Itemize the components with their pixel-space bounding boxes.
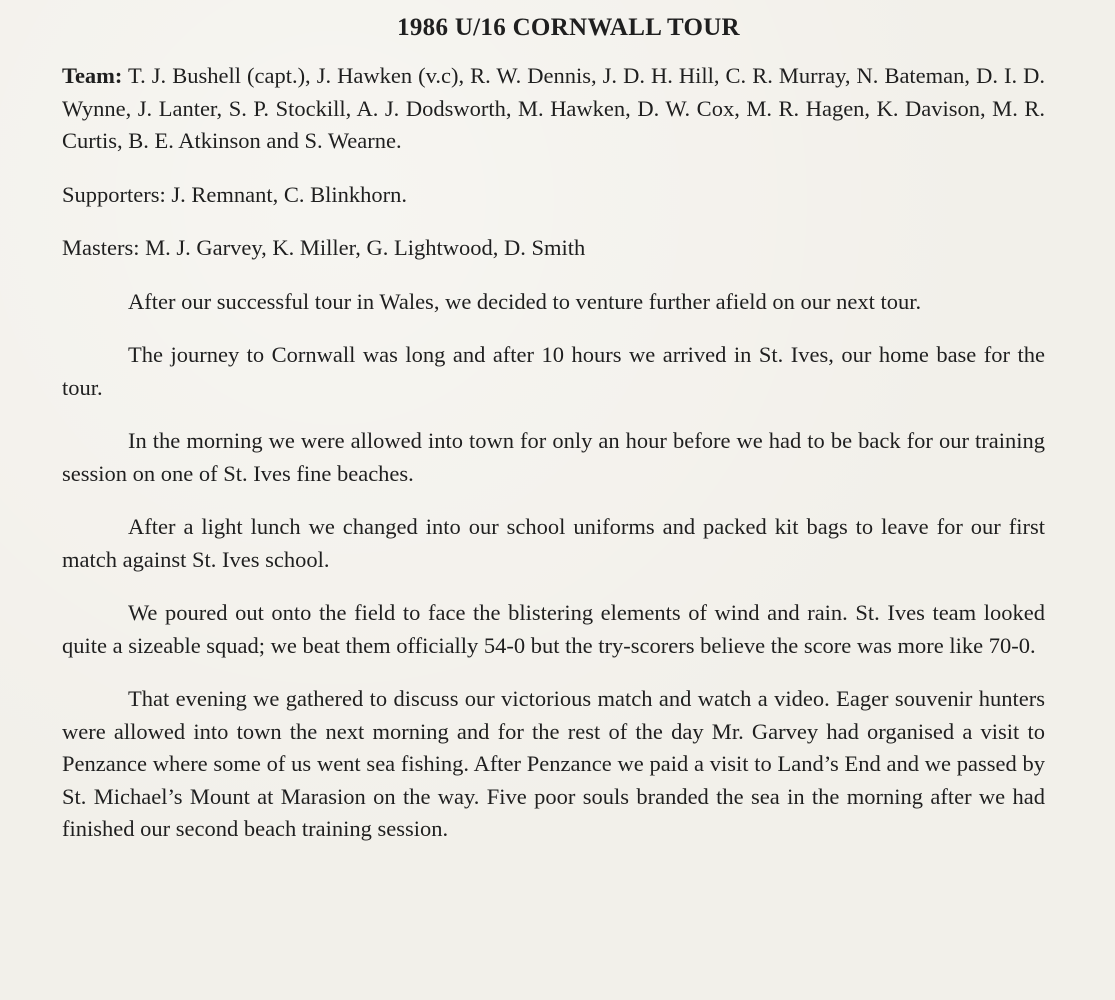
supporters-line: Supporters: J. Remnant, C. Blinkhorn. — [62, 181, 407, 207]
team-list — [62, 60, 1045, 158]
paragraph-1: After our successful tour in Wales, we decided to venture further afield on our next tour. — [128, 288, 922, 314]
paragraph-2: The journey to Cornwall was long and after 10 hours we arrived in St. Ives, our home base for the tour. — [62, 342, 1045, 400]
paragraph-3: In the morning we were allowed into town for only an hour before we had to be back for our training session on one of St. Ives fine beaches. — [62, 428, 1045, 486]
paragraph-5: We poured out onto the field to face the blistering elements of wind and rain. St. Ives team looked quite a sizeable squad; we beat them officially 54-0 but the try-scorers believe the score was more like 70-0. — [62, 600, 1045, 658]
paragraph-4: After a light lunch we changed into our school uniforms and packed kit bags to leave for our first match against St. Ives school. — [62, 514, 1045, 572]
document-title: 1986 U/16 CORNWALL TOUR — [397, 14, 740, 41]
masters-line: Masters: M. J. Garvey, K. Miller, G. Lightwood, D. Smith — [62, 235, 586, 260]
team-text: T. J. Bushell (capt.), J. Hawken (v.c), R. W. Dennis, J. D. H. Hill, C. R. Murray, N. Bateman, D. I. D. Wynne, J. Lanter, S. P. Stockill, A. J. Dodsworth, M. Hawken, D. W. Cox, M. R. Hagen, K. Davison, M. R. Curtis, B. E. Atkinson and S. Wearne. — [62, 63, 1045, 153]
paragraph-6: That evening we gathered to discuss our victorious match and watch a video. Eager souvenir hunters were allowed into town the next morning and for the rest of the day Mr. Garvey had organised a visit to Penzance where some of us went sea fishing. After Penzance we paid a visit to Land’s End and we passed by St. Michael’s Mount at Marasion on the way. Five poor souls branded the sea in the morning after we had finished our second beach training session. — [62, 686, 1045, 841]
team-label: Team: — [62, 63, 123, 88]
